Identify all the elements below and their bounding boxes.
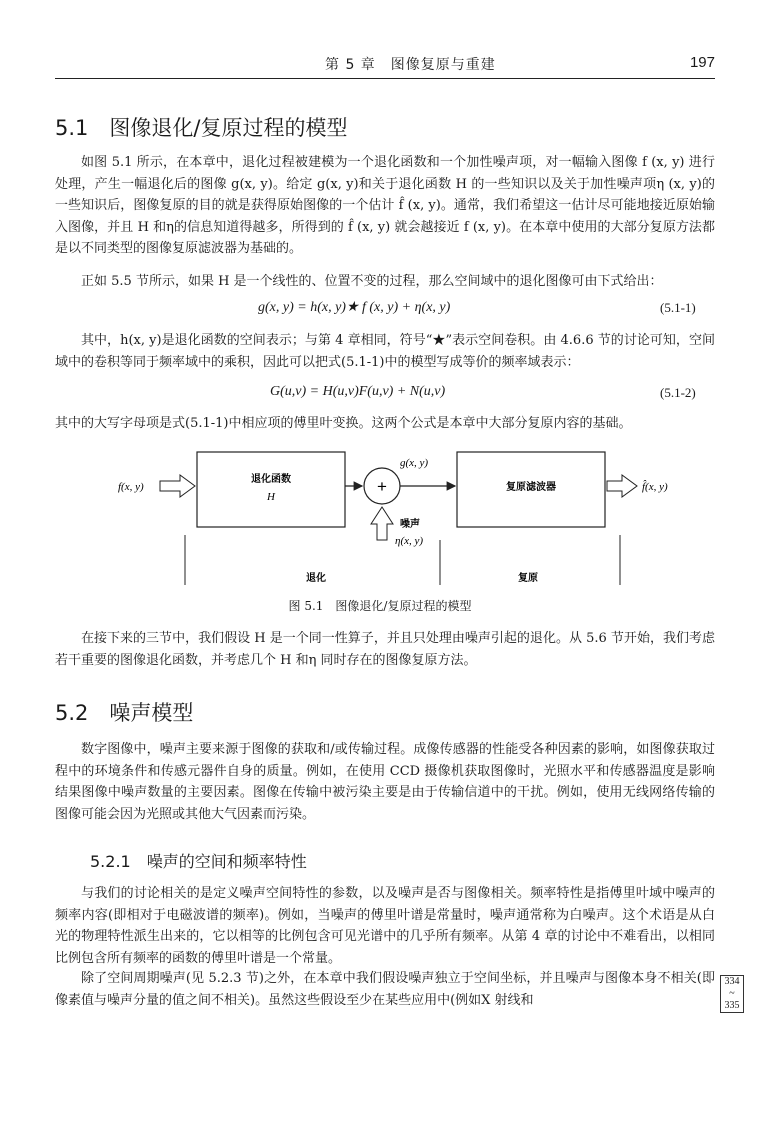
section-title: 5.2 噪声模型 (55, 701, 194, 725)
paragraph: 数字图像中，噪声主要来源于图像的获取和/或传输过程。成像传感器的性能受各种因素的影响，如图像获取过程中的环境条件和传感元器件自身的质量。例如，在使用 CCD 摄像机获取图像时，光照水平和传感器温度是影响结果图像中噪声数量的主要因素。图像在传输中被污染主要是由于传输信道中的干扰。例如，使用无线网络传输的图像可能会因为光照或其他大气因素而污染。 (55, 742, 715, 822)
plus-sign: + (377, 477, 387, 496)
margin-bot: 335 (724, 1000, 740, 1011)
paragraph: 除了空间周期噪声(见 5.2.3 节)之外，在本章中我们假设噪声独立于空间坐标，并且噪声与图像本身不相关(即像素值与噪声分量的值之间不相关)。虽然这些假设至少在某些应用中(例如X 射线和 (55, 971, 715, 1008)
equation: G(u,v) = H(u,v)F(u,v) + N(u,v) (270, 384, 446, 399)
degradation-h-label: H (267, 491, 275, 503)
noise-arrow (371, 507, 393, 540)
eta-label: η(x, y) (395, 535, 424, 547)
margin-top: 334 (724, 976, 740, 987)
margin-mid: ~ (729, 988, 735, 999)
noise-label: 噪声 (400, 519, 420, 530)
degradation-block-label: 退化函数 (251, 474, 291, 485)
margin-page-ref (720, 975, 744, 1013)
paragraph: 在接下来的三节中，我们假设 H 是一个同一性算子，并且只处理由噪声引起的退化。从 5.6 节开始，我们考虑若干重要的图像退化函数，并考虑几个 H 和η 同时存在的图像复原方法。 (55, 631, 715, 668)
paragraph: 其中的大写字母项是式(5.1-1)中相应项的傅里叶变换。这两个公式是本章中大部分复原内容的基础。 (55, 416, 632, 431)
paragraph: 如图 5.1 所示，在本章中，退化过程被建模为一个退化函数和一个加性噪声项，对一幅输入图像 f (x, y) 进行处理，产生一幅退化后的图像 g(x, y)。给定 g(x, y)和关于退化函数 H 的一些知识以及关于加性噪声项η (x, y)的一些知识后，图像复原的目的就是获得原始图像的一个估计 f̂ (x, y)。通常，我们希望这一估计尽可能地接近原始输入图像，并且 H 和η的信息知道得越多，所得到的 f̂ (x, y) 就会越接近 f (x, y)。在本章中使用的大部分复原方法都是以不同类型的图像复原滤波器为基础的。 (55, 155, 715, 256)
degradation-restoration-diagram (100, 440, 668, 590)
paragraph: 正如 5.5 节所示，如果 H 是一个线性的、位置不变的过程，那么空间域中的退化图像可由下式给出： (81, 274, 663, 289)
degradation-function-block (197, 452, 345, 527)
input-arrow (160, 475, 195, 497)
page-header (55, 52, 715, 79)
output-arrow (607, 475, 637, 497)
g-label: g(x, y) (400, 457, 429, 469)
equation-number: (5.1-1) (660, 300, 696, 315)
output-label: f̂(x, y) (642, 481, 668, 493)
input-label: f(x, y) (118, 481, 144, 493)
section-title: 5.1 图像退化/复原过程的模型 (55, 116, 348, 140)
chapter-title: 第 5 章 图像复原与重建 (325, 57, 496, 73)
figure-caption: 图 5.1 图像退化/复原过程的模型 (288, 599, 472, 613)
equation: g(x, y) = h(x, y)★ f (x, y) + η(x, y) (258, 300, 451, 315)
paragraph: 与我们的讨论相关的是定义噪声空间特性的参数，以及噪声是否与图像相关。频率特性是指傅里叶域中噪声的频率内容(即相对于电磁波谱的频率)。例如，当噪声的傅里叶谱是常量时，噪声通常称为白噪声。这个术语是从白光的物理特性派生出来的，它以相等的比例包含可见光谱中的几乎所有频率。从第 4 章的讨论中不难看出，以相同比例包含所有频率的函数的傅里叶谱是一个常量。 (55, 886, 715, 966)
page-number: 197 (689, 54, 715, 71)
restoration-block-label: 复原滤波器 (506, 482, 556, 493)
paragraph: 其中，h(x, y)是退化函数的空间表示；与第 4 章相同，符号“★”表示空间卷积。由 4.6.6 节的讨论可知，空间域中的卷积等同于频率域中的乘积，因此可以把式(5.1-1)中的模型写成等价的频率域表示： (55, 333, 715, 370)
subsection-title: 5.2.1 噪声的空间和频率特性 (90, 852, 307, 871)
restoration-section-label: 复原 (518, 573, 538, 584)
degradation-section-label: 退化 (306, 573, 326, 584)
equation-number: (5.1-2) (660, 385, 696, 400)
